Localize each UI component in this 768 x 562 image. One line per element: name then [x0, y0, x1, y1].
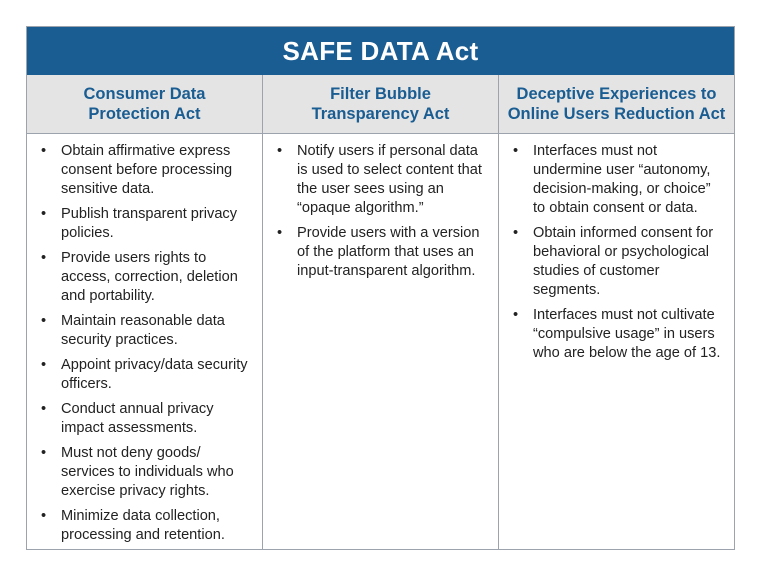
list-item: • Conduct annual privacy impact assessments.: [41, 400, 254, 438]
list-item: • Interfaces must not undermine user “autonomy, decision-making, or choice” to obtain consent or data.: [513, 142, 726, 218]
list-item: • Interfaces must not cultivate “compulsive usage” in users who are below the age of 13.: [513, 306, 726, 363]
bullet-list: [277, 142, 490, 281]
column-deceptive-experiences-act: [498, 134, 734, 549]
list-item: • Obtain informed consent for behavioral or psychological studies of customer segments.: [513, 224, 726, 300]
list-item: • Minimize data collection, processing and retention.: [41, 507, 254, 545]
column-heading-filter-bubble-transparency-act: Filter Bubble Transparency Act: [262, 75, 498, 133]
bullet-list: [513, 142, 726, 363]
list-item: • Provide users with a version of the platform that uses an input-transparent algorithm.: [277, 224, 490, 281]
list-item: • Provide users rights to access, correction, deletion and portability.: [41, 249, 254, 306]
bullet-list: [41, 142, 254, 545]
list-item: • Maintain reasonable data security practices.: [41, 312, 254, 350]
table-title: SAFE DATA Act: [282, 35, 479, 66]
column-consumer-data-protection-act: [27, 134, 262, 549]
list-item: • Must not deny goods/ services to individuals who exercise privacy rights.: [41, 444, 254, 501]
list-item: • Notify users if personal data is used to select content that the user sees using an “opaque algorithm.”: [277, 142, 490, 218]
list-item: • Appoint privacy/data security officers.: [41, 356, 254, 394]
header-row: [27, 75, 734, 134]
column-filter-bubble-transparency-act: [262, 134, 498, 549]
body-row: [27, 134, 734, 549]
list-item: • Publish transparent privacy policies.: [41, 205, 254, 243]
column-heading-consumer-data-protection-act: Consumer Data Protection Act: [83, 85, 206, 123]
title-bar: [27, 27, 734, 75]
list-item: • Obtain affirmative express consent before processing sensitive data.: [41, 142, 254, 199]
column-heading-deceptive-experiences-act: Deceptive Experiences to Online Users Reduction Act: [498, 75, 734, 133]
safe-data-act-table: [26, 26, 735, 550]
